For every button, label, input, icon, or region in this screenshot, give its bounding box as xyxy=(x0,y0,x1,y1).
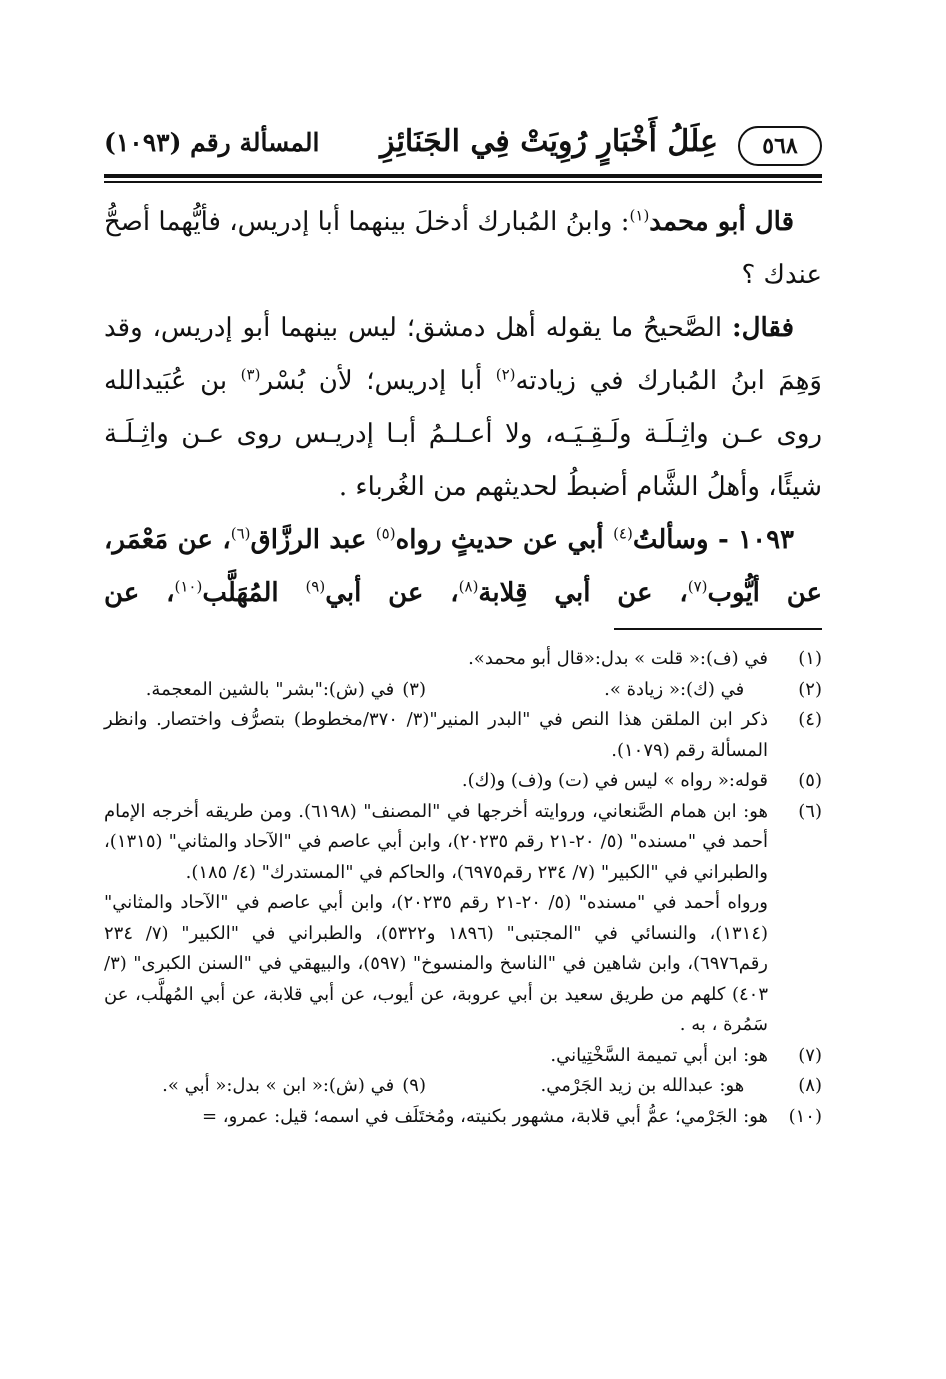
footnote-number: (٣) xyxy=(402,678,426,700)
footnote-ref: (٨) xyxy=(458,577,479,596)
paragraph-1 xyxy=(104,196,822,302)
footnote-text: في (ك):« زيادة ». xyxy=(604,678,745,700)
footnote-number: (٨) xyxy=(798,1075,822,1096)
footnote-2 xyxy=(604,675,822,706)
main-text xyxy=(104,196,822,620)
footnote-7 xyxy=(104,1041,822,1072)
footnote-number: (٧) xyxy=(798,1044,822,1066)
footnote-text: في (ش):« ابن » بدل:« أبي ». xyxy=(162,1075,395,1096)
paragraph-2 xyxy=(104,302,822,514)
footnote-6-continuation: ورواه أحمد في "مسنده" (٥/ ٢٠-٢١ رقم ٢٠٢٣٥)، وابن أبي عاصم في "الآحاد والمثاني" (١٣١٤)، والنسائي في "المجتبى" (١٨٩٦ و٥٣٢٢)، والطبراني في "الكبير" (٧/ ٢٣٤ رقم٦٩٧٦)، وابن شاهين في "الناسخ والمنسوخ" (٥٩٧)، والبيهقي في "السنن الكبرى" (٣/ ٤٠٣) كلهم من طريق سعيد بن أبي عروبة، عن أيوب، عن أبي قلابة، عن أبي المُهلَّب، عن سَمُرة ، به . xyxy=(104,892,769,1035)
paragraph-text: ، عن مَعْمَر، عن أيُّوب xyxy=(104,525,822,608)
paragraph-text: الصَّحيحُ ما يقوله أهل دمشق؛ ليس بينهما أبو إدريس، وقد وَهِمَ ابنُ المُبارك في زيادته xyxy=(104,313,822,396)
paragraph-text: : وابنُ المُبارك أدخلَ بينهما أبا إدريس، فأيُّهما أصحُّ عندك ؟ xyxy=(104,207,822,290)
footnote-4 xyxy=(104,705,822,766)
footnote-ref: (١٠) xyxy=(174,577,203,596)
footnote-ref: (٩) xyxy=(305,577,326,596)
footnote-text: هو: ابن همام الصَّنعاني، وروايته أخرجها في "المصنف" (٦١٩٨). ومن طريقه أخرجه الإمام أحمد في "مسنده" (٥/ ٢٠-٢١ رقم ٢٠٢٣٥)، وابن أبي عاصم في "الآحاد والمثاني" (١٣١٥)، والطبراني في "الكبير" (٧/ ٢٣٤ رقم٦٩٧٥)، والحاكم في "المستدرك" (٤/ ١٨٥). xyxy=(104,800,768,883)
page-header xyxy=(104,122,822,174)
paragraph-text: بن عُبَيدالله روى عـن واثِـلَـة ولَـقِـيَـه، ولا أعـلـمُ أبـا إدريـس روى عـن واثِـلَـة شيئًا، وأهلُ الشَّام أضبطُ لحديثهم من الغُرباء . xyxy=(104,366,822,502)
paragraph-text: أبي عن حديثٍ رواه xyxy=(395,525,614,555)
footnote-number: (٢) xyxy=(798,678,822,700)
footnote-number: (٦) xyxy=(798,800,822,822)
paragraph-3 xyxy=(104,514,822,620)
footnote-text: هو: عبدالله بن زيد الجَرْمي. xyxy=(540,1075,745,1096)
footnote-pair-2-3 xyxy=(104,675,822,706)
footnote-10 xyxy=(104,1102,822,1133)
paragraph-text: أبا إدريس؛ لأن بُسْر xyxy=(260,366,496,396)
footnote-5 xyxy=(104,766,822,797)
footnote-1 xyxy=(104,644,822,675)
paragraph-text: المُهَلَّب xyxy=(202,578,306,608)
footnote-text: قوله:« رواه » ليس في (ت) و(ف) و(ك). xyxy=(461,770,768,791)
footnotes xyxy=(104,644,822,1132)
footnote-text: ذكر ابن الملقن هذا النص في "البدر المنير"(٣/ ٣٧٠/مخطوط) بتصرُّف واختصار. وانظر المسألة رقم (١٠٧٩). xyxy=(104,709,768,761)
footnote-ref: (٥) xyxy=(375,524,396,543)
paragraph-text: ، عن أبي قِلابة xyxy=(478,578,688,608)
footnote-number: (٩) xyxy=(402,1075,426,1096)
question-number: ١٠٩٣ - وسألتُ xyxy=(632,525,795,555)
footnote-text: في (ش):"بشر" بالشين المعجمة. xyxy=(145,678,395,700)
footnote-pair-8-9 xyxy=(104,1071,822,1102)
footnote-ref: (٧) xyxy=(687,577,708,596)
footnote-number: (٥) xyxy=(798,770,822,791)
header-rule-thick xyxy=(104,174,822,178)
footnote-number: (٤) xyxy=(798,709,822,730)
issue-label: المسألة رقم (١٠٩٣) xyxy=(104,128,320,157)
header-rule-thin xyxy=(104,181,822,183)
footnote-9 xyxy=(162,1071,426,1102)
footnote-ref: (٦) xyxy=(230,524,251,543)
footnote-text: هو: ابن أبي تميمة السَّخْتِياني. xyxy=(550,1044,768,1066)
speaker-label: قال أبو محمد xyxy=(649,207,795,237)
footnote-ref: (٣) xyxy=(240,365,261,384)
footnote-number: (١٠) xyxy=(788,1105,822,1127)
paragraph-text: ، عن xyxy=(104,578,175,608)
footnote-3 xyxy=(146,675,426,706)
footnote-6 xyxy=(104,797,822,889)
footnote-8 xyxy=(541,1071,822,1102)
paragraph-text: عبد الرزَّاق xyxy=(250,525,376,555)
footnote-ref: (٤) xyxy=(613,524,633,543)
speaker-label: فقال: xyxy=(732,313,794,343)
footnote-ref: (١) xyxy=(629,206,650,225)
paragraph-text: ، عن أبي xyxy=(325,578,459,608)
running-title: عِلَلُ أَخْبَارٍ رُوِيَتْ فِي الجَنَائِزِ xyxy=(380,124,718,159)
footnote-text: هو: الجَرْمي؛ عمُّ أبي قلابة، مشهور بكنيته، ومُختَلَف في اسمه؛ قيل: عمرو، = xyxy=(202,1105,768,1127)
footnote-text: في (ف):« قلت » بدل:«قال أبو محمد». xyxy=(468,648,768,669)
footnote-number: (١) xyxy=(798,648,822,669)
footnote-ref: (٢) xyxy=(495,365,516,384)
page-number: ٥٦٨ xyxy=(738,126,822,166)
footnote-separator xyxy=(614,628,822,630)
